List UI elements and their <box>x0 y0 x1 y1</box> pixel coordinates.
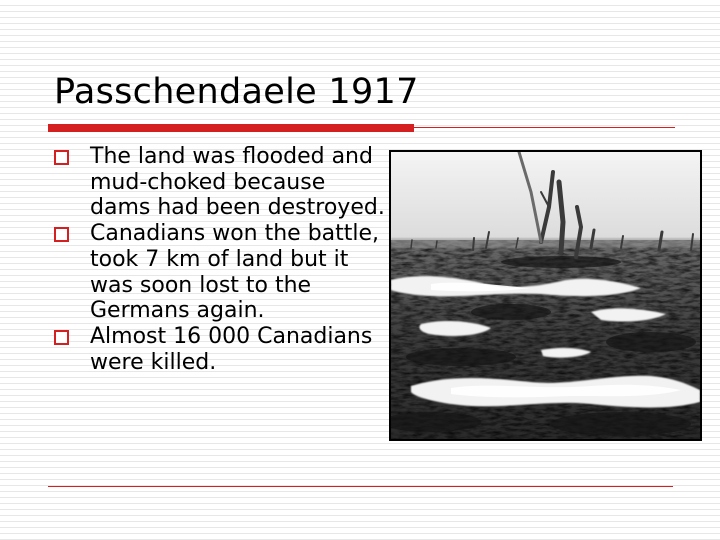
square-bullet-icon <box>54 330 69 345</box>
bullet-text: Almost 16 000 Canadians were killed. <box>90 323 373 375</box>
square-bullet-icon <box>54 227 69 242</box>
battlefield-photo <box>389 150 702 441</box>
footer-rule <box>48 486 673 487</box>
bullet-text: Canadians won the battle, took 7 km of land but it was soon lost to the Germans again. <box>90 221 380 324</box>
square-bullet-icon <box>54 150 69 165</box>
title-underline-rule <box>414 127 675 128</box>
slide-title: Passchendaele 1917 <box>54 72 419 112</box>
bullet-item <box>54 144 389 221</box>
title-underline-accent <box>48 124 414 132</box>
battlefield-photo-image <box>391 152 700 439</box>
bullet-text: The land was flooded and mud-choked because dams had been destroyed. <box>90 144 385 221</box>
bullet-item <box>54 221 389 324</box>
bullet-list <box>54 144 389 375</box>
bullet-item <box>54 324 389 375</box>
